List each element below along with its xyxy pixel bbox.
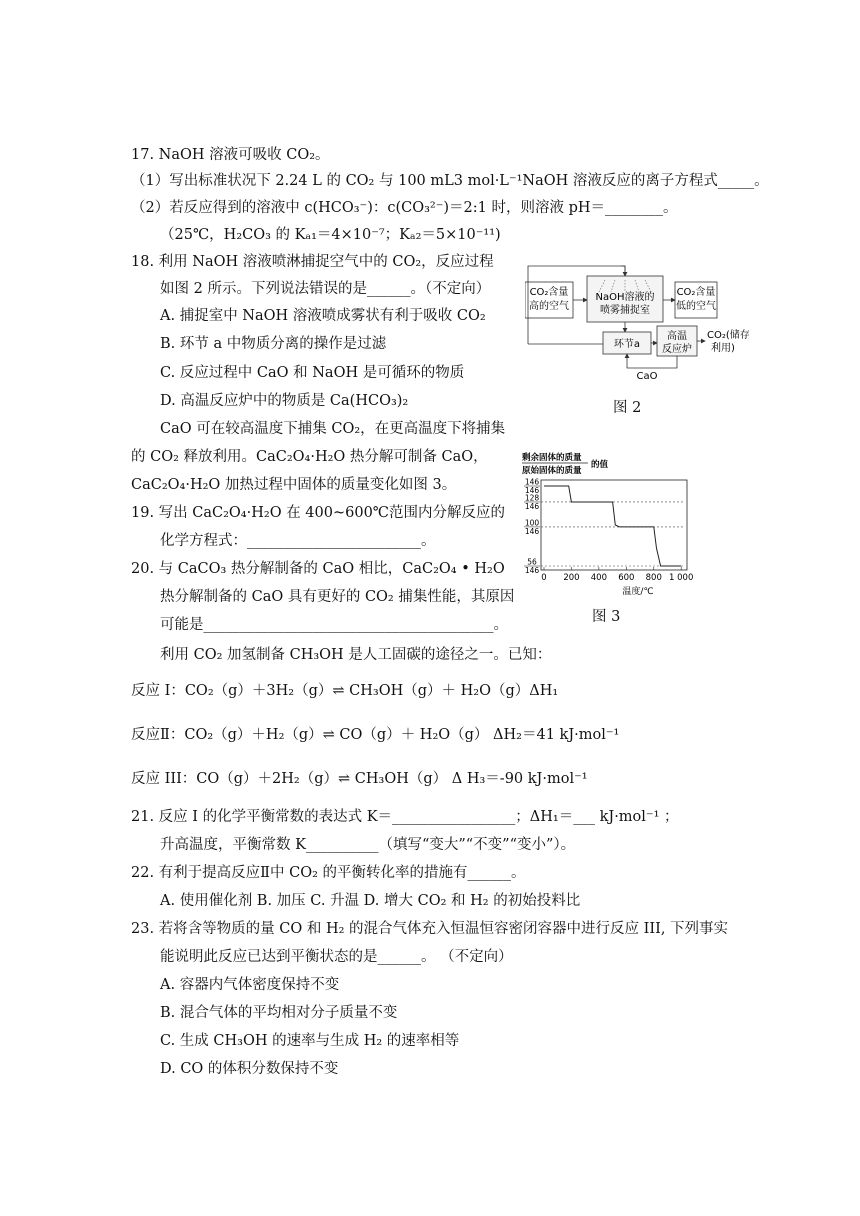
text-line: 19. 写出 CaC₂O₄·H₂O 在 400~600℃范围内分解反应的 — [131, 505, 506, 521]
option-row: A. 使用催化剂 B. 加压 C. 升温 D. 增大 CO₂ 和 H₂ 的初始投料比 — [160, 893, 581, 909]
figure-3-chart — [520, 452, 710, 596]
y-tick-label — [524, 493, 540, 511]
x-axis-label: 温度/℃ — [622, 587, 654, 596]
text-line: 利用 CO₂ 加氢制备 CH₃OH 是人工固碳的途径之一。已知： — [160, 647, 552, 663]
svg-text:146: 146 — [524, 477, 540, 487]
reaction-3: 反应 III：CO（g）＋2H₂（g）⇌ CH₃OH（g） Δ H₃＝-90 kJ·mol⁻¹ — [131, 771, 588, 787]
y-tick-label — [524, 518, 540, 536]
text-line: B. 混合气体的平均相对分子质量不变 — [160, 1005, 398, 1021]
text-line: 如图 2 所示。下列说法错误的是______。（不定向） — [160, 281, 491, 297]
x-tick-label: 600 — [618, 573, 635, 583]
text-line: 能说明此反应已达到平衡状态的是______。 （不定向） — [160, 949, 513, 965]
text-line: 可能是________________________________________。 — [160, 617, 508, 633]
cao-label: CaO — [636, 371, 658, 382]
x-tick-label: 200 — [563, 573, 580, 583]
text-line: C. 生成 CH₃OH 的速率与生成 H₂ 的速率相等 — [160, 1033, 460, 1049]
figure-2-caption: 图 2 — [613, 400, 642, 416]
reaction-1: 反应 I：CO₂（g）＋3H₂（g）⇌ CH₃OH（g）＋ H₂O（g）ΔH₁ — [131, 683, 559, 699]
co2-storage-label: CO₂(储存 — [707, 330, 750, 341]
text-line: CaO 可在较高温度下捕集 CO₂，在更高温度下将捕集 — [160, 421, 506, 437]
y-axis-label: 原始固体的质量 — [522, 466, 582, 476]
figure-2-diagram — [525, 262, 760, 382]
text-line: CaC₂O₄·H₂O 加热过程中固体的质量变化如图 3。 — [131, 477, 457, 493]
text-line: B. 环节 a 中物质分离的操作是过滤 — [160, 336, 387, 352]
furnace-label: 高温 — [667, 331, 687, 342]
x-tick-label: 800 — [645, 573, 662, 583]
text-line: D. 高温反应炉中的物质是 Ca(HCO₃)₂ — [160, 393, 409, 409]
text-line: A. 容器内气体密度保持不变 — [160, 977, 340, 993]
text-line: 18. 利用 NaOH 溶液喷淋捕捉空气中的 CO₂，反应过程 — [131, 254, 494, 270]
y-tick-label — [524, 558, 540, 576]
spray-chamber-label: 喷雾捕捉室 — [600, 305, 650, 316]
mass-ratio-chart — [520, 452, 710, 596]
text-line: A. 捕捉室中 NaOH 溶液喷成雾状有利于吸收 CO₂ — [160, 308, 486, 324]
input-air-label: 高的空气 — [529, 301, 569, 312]
text-line: 23. 若将含等物质的量 CO 和 H₂ 的混合气体充入恒温恒容密闭容器中进行反应 III, 下列事实 — [131, 921, 729, 937]
text-line: 21. 反应 I 的化学平衡常数的表达式 K＝_________________；ΔH₁＝___ kJ·mol⁻¹ ； — [131, 809, 679, 825]
text-line: 22. 有利于提高反应Ⅱ中 CO₂ 的平衡转化率的措施有______。 — [131, 865, 526, 881]
furnace-label: 反应炉 — [662, 344, 692, 355]
text-line: （2）若反应得到的溶液中 c(HCO₃⁻)：c(CO₃²⁻)＝2:1 时，则溶液 pH＝________。 — [131, 200, 678, 216]
x-tick-label: 0 — [541, 573, 547, 583]
step-a-label: 环节a — [613, 339, 641, 350]
output-air-label: 低的空气 — [676, 301, 716, 312]
flow-diagram — [525, 262, 760, 382]
text-line: 的 CO₂ 释放利用。CaC₂O₄·H₂O 热分解可制备 CaO， — [131, 449, 488, 465]
plot-frame — [541, 480, 687, 570]
svg-text:56: 56 — [527, 557, 537, 567]
reaction-2: 反应Ⅱ：CO₂（g）＋H₂（g）⇌ CO（g）＋ H₂O（g） ΔH₂＝41 kJ·mol⁻¹ — [131, 727, 620, 743]
y-axis-label: 剩余固体的质量 — [522, 453, 582, 463]
text-line: 升高温度，平衡常数 K__________（填写“变大”“不变”“变小”）。 — [160, 837, 576, 853]
svg-text:146: 146 — [524, 566, 540, 575]
x-tick-label: 400 — [590, 573, 607, 583]
text-line: C. 反应过程中 CaO 和 NaOH 是可循环的物质 — [160, 365, 465, 381]
text-line: 17. NaOH 溶液可吸收 CO₂。 — [131, 147, 330, 163]
svg-text:146: 146 — [524, 501, 540, 511]
mass-curve — [544, 486, 681, 566]
svg-text:146: 146 — [524, 526, 540, 536]
figure-3-caption: 图 3 — [592, 609, 621, 625]
svg-text:100: 100 — [524, 518, 540, 528]
y-tick-label — [524, 478, 540, 496]
input-air-label: CO₂含量 — [529, 287, 569, 298]
text-line: 热分解制备的 CaO 具有更好的 CO₂ 捕集性能，其原因 — [160, 589, 515, 605]
text-line: （25℃，H₂CO₃ 的 Kₐ₁＝4×10⁻⁷；Kₐ₂＝5×10⁻¹¹) — [160, 227, 501, 243]
co2-storage-label: 利用) — [711, 343, 735, 354]
text-line: 化学方程式：________________________。 — [160, 533, 436, 549]
svg-text:146: 146 — [524, 486, 540, 495]
text-line: （1）写出标准状况下 2.24 L 的 CO₂ 与 100 mL3 mol·L⁻¹NaOH 溶液反应的离子方程式_____。 — [131, 173, 769, 189]
output-air-label: CO₂含量 — [676, 287, 716, 298]
spray-chamber-label: NaOH溶液的 — [595, 292, 655, 303]
y-axis-label: 的值 — [591, 460, 609, 470]
x-tick-label: 1 000 — [669, 573, 694, 583]
svg-text:128: 128 — [524, 493, 540, 503]
text-line: D. CO 的体积分数保持不变 — [160, 1061, 339, 1077]
text-line: 20. 与 CaCO₃ 热分解制备的 CaO 相比，CaC₂O₄ • H₂O — [131, 561, 505, 577]
